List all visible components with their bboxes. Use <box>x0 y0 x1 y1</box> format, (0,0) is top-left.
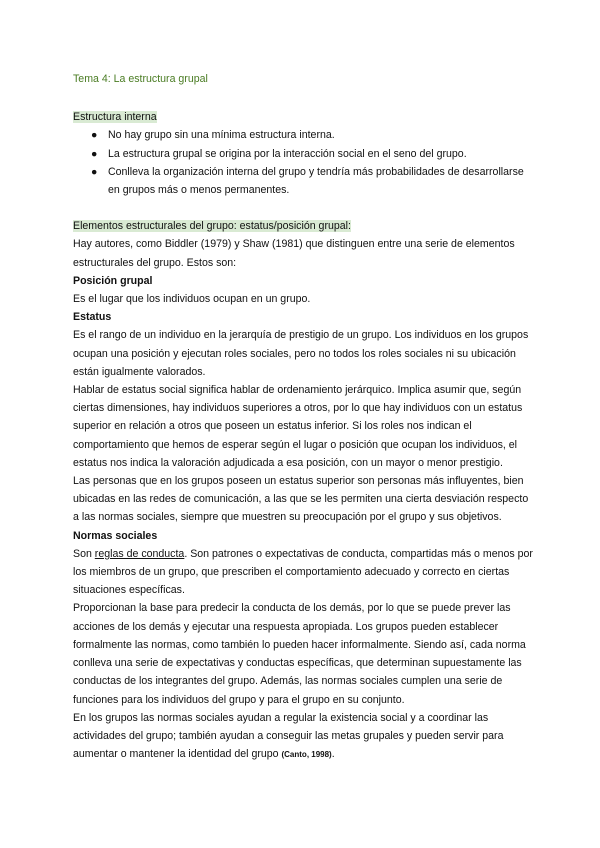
list-item <box>73 145 533 163</box>
posicion-paragraph: Es el lugar que los individuos ocupan en un grupo. <box>73 293 311 306</box>
citation: (Canto, 1998) <box>281 750 332 760</box>
section-heading-elementos <box>73 217 533 235</box>
normas-paragraph-2: Proporcionan la base para predecir la conducta de los demás, por lo que se puede prever las acciones de los demás y ejecutar una respuesta apropiada. Los grupos pueden establecer formalmente las normas, como también lo pueden hacer informalmente. Siendo así, cada norma conlleva una serie de expectativas y conductas específicas, que determinan supuestamente las conductas de los integrantes del grupo. Además, las normas sociales cumplen una serie de funciones para los individuos del grupo y para el grupo en su conjunto. <box>73 602 526 706</box>
subheading-estatus: Estatus <box>73 311 112 324</box>
subheading-normas-sociales: Normas sociales <box>73 529 158 542</box>
normas-p3-text: En los grupos las normas sociales ayudan a regular la existencia social y a coordinar las actividades del grupo; también ayudan a conseguir las metas grupales y pueden servir para aumentar o mantener la identidad del grupo <box>73 711 504 761</box>
normas-paragraph-3 <box>73 709 533 765</box>
estatus-paragraph-3: Las personas que en los grupos poseen un estatus superior son personas más influyentes, bien ubicadas en las redes de comunicación, a las que se les permiten una cierta desviación respecto a las normas sociales, siempre que muestren su preocupación por el grupo y sus objetivos. <box>73 475 529 524</box>
list-item-text: Conlleva la organización interna del grupo y tendría más probabilidades de desarrollarse en grupos más o menos permanentes. <box>108 165 524 197</box>
document-content <box>73 70 533 764</box>
list-item-text: No hay grupo sin una mínima estructura interna. <box>108 129 335 142</box>
section-heading-estructura-interna <box>73 108 533 126</box>
list-item-text: La estructura grupal se origina por la interacción social en el seno del grupo. <box>108 147 467 160</box>
intro-paragraph: Hay autores, como Biddler (1979) y Shaw (1981) que distinguen entre una serie de elementos estructurales del grupo. Estos son: <box>73 238 515 269</box>
bullet-icon: ● <box>91 147 98 160</box>
normas-p1-prefix: Son <box>73 547 95 560</box>
estatus-paragraph-1: Es el rango de un individuo en la jerarquía de prestigio de un grupo. Los individuos en los grupos ocupan una posición y ejecutan roles sociales, pero no todos los roles sociales ni su ubicación están igualmente valorados. <box>73 329 529 378</box>
reglas-de-conducta-link[interactable]: reglas de conducta <box>94 547 185 560</box>
bullet-icon: ● <box>91 129 98 142</box>
estatus-paragraph-2: Hablar de estatus social significa hablar de ordenamiento jerárquico. Implica asumir que, según ciertas dimensiones, hay individuos superiores a otros, por lo que hay individuos con un estatus superior en relación a otros que poseen un estatus inferior. Si los roles nos indican el comportamiento que hemos de esperar según el lugar o posición que ocupan los individuos, el estatus nos indica la valoración adjudicada a esa posición, con un mayor o menor prestigio. <box>73 384 523 469</box>
document-title: Tema 4: La estructura grupal <box>73 73 208 85</box>
section-heading-text: Elementos estructurales del grupo: estatus/posición grupal: <box>73 220 351 233</box>
bullet-icon: ● <box>91 165 98 178</box>
list-item <box>73 163 533 199</box>
section-heading-text: Estructura interna <box>73 111 157 124</box>
normas-p3-end: . <box>331 748 335 761</box>
bullet-list <box>73 126 533 199</box>
normas-p1-rest: . Son patrones o expectativas de conducta, compartidas más o menos por los miembros de un grupo, que prescriben el comportamiento adecuado y correcto en ciertas situaciones específicas. <box>73 547 533 597</box>
normas-paragraph-1 <box>73 545 533 600</box>
subheading-posicion-grupal: Posición grupal <box>73 274 153 287</box>
list-item <box>73 126 533 144</box>
